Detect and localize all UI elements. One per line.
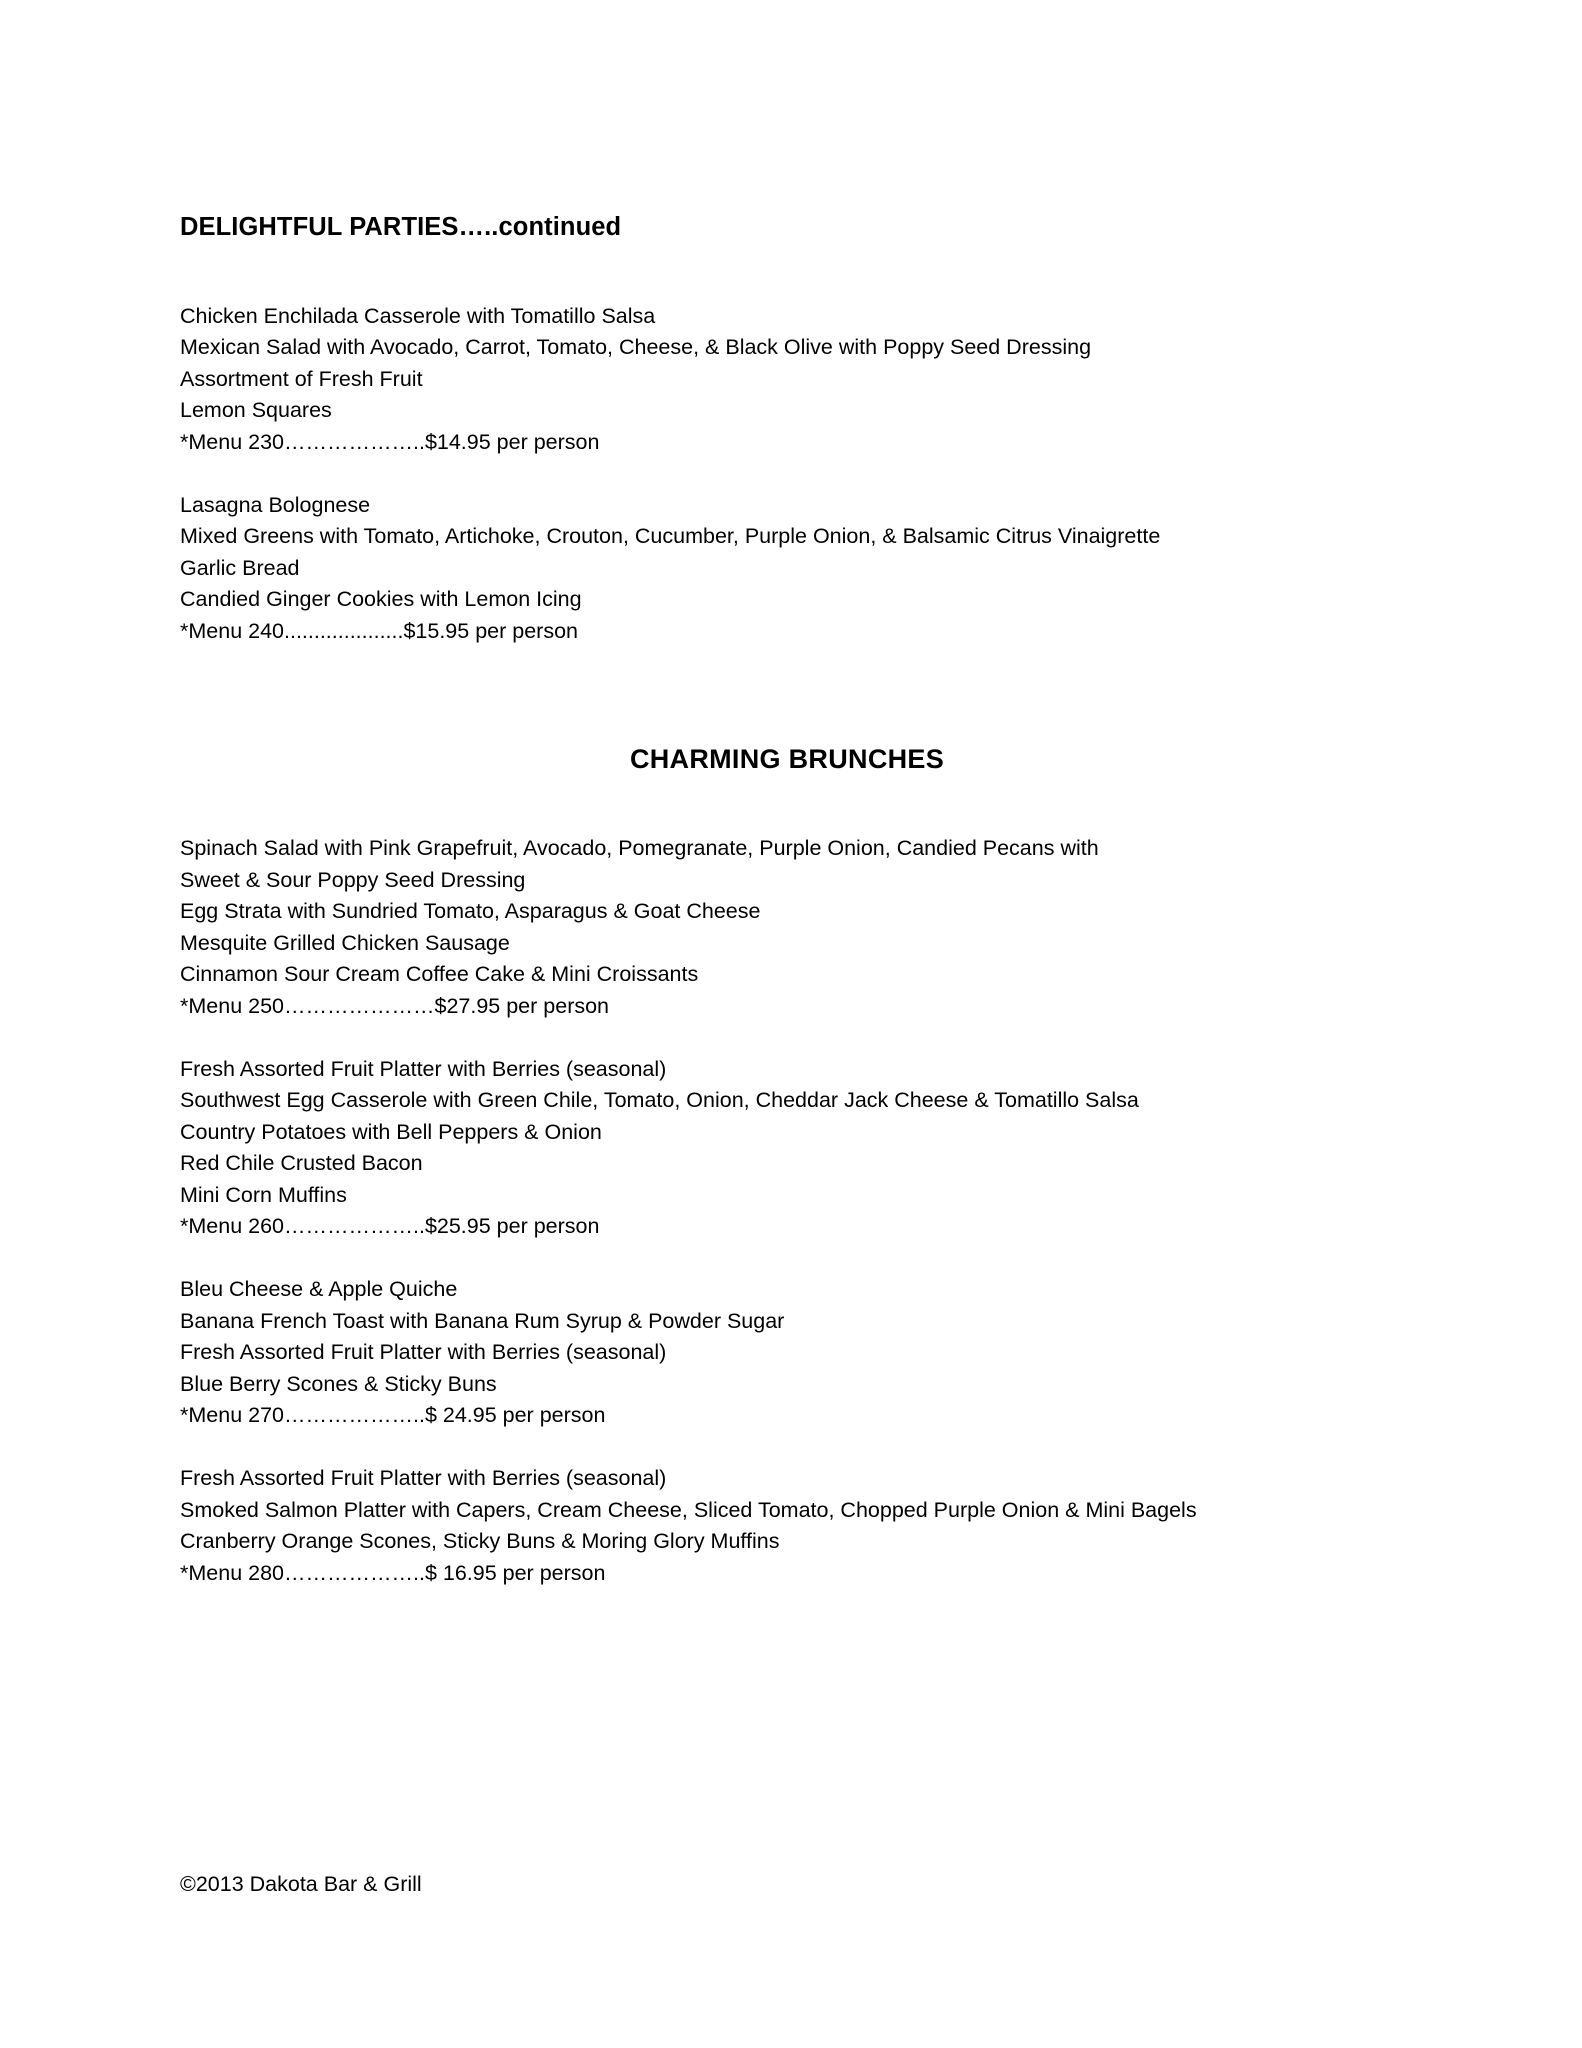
menu-price-line: *Menu 280………………..$ 16.95 per person	[180, 1560, 606, 1585]
menu-line: Lemon Squares	[180, 398, 332, 423]
block-spacer	[180, 1243, 1402, 1275]
menu-line: Fresh Assorted Fruit Platter with Berries (seasonal)	[180, 1340, 667, 1365]
menu-line: Candied Ginger Cookies with Lemon Icing	[180, 587, 582, 612]
menu-block-260	[180, 1054, 1402, 1243]
menu-block-270	[180, 1274, 1402, 1432]
menu-price-line: *Menu 270………………..$ 24.95 per person	[180, 1403, 606, 1428]
menu-line: Sweet & Sour Poppy Seed Dressing	[180, 867, 526, 892]
menu-line: Egg Strata with Sundried Tomato, Asparagus & Goat Cheese	[180, 899, 761, 924]
menu-price-line: *Menu 260………………..$25.95 per person	[180, 1214, 600, 1239]
menu-line: Fresh Assorted Fruit Platter with Berries (seasonal)	[180, 1466, 667, 1491]
menu-block-280	[180, 1463, 1402, 1589]
menu-block-250	[180, 833, 1402, 1022]
menu-line: Bleu Cheese & Apple Quiche	[180, 1277, 458, 1302]
block-spacer	[180, 1432, 1402, 1464]
menu-line: Red Chile Crusted Bacon	[180, 1151, 423, 1176]
menu-line: Southwest Egg Casserole with Green Chile, Tomato, Onion, Cheddar Jack Cheese & Tomatillo Salsa	[180, 1088, 1139, 1113]
charming-brunches-title-wrap	[172, 647, 1402, 775]
menu-line: Fresh Assorted Fruit Platter with Berries (seasonal)	[180, 1056, 667, 1081]
menu-line: Chicken Enchilada Casserole with Tomatillo Salsa	[180, 303, 656, 328]
menu-line: Country Potatoes with Bell Peppers & Onion	[180, 1119, 602, 1144]
menu-line: Blue Berry Scones & Sticky Buns	[180, 1371, 497, 1396]
menu-line: Banana French Toast with Banana Rum Syrup & Powder Sugar	[180, 1308, 785, 1333]
menu-line: Mini Corn Muffins	[180, 1182, 347, 1207]
menu-line: Mixed Greens with Tomato, Artichoke, Crouton, Cucumber, Purple Onion, & Balsamic Citrus Vinaigrette	[180, 524, 1161, 549]
menu-line: Lasagna Bolognese	[180, 492, 371, 517]
charming-brunches-section	[180, 833, 1402, 1589]
menu-line: Spinach Salad with Pink Grapefruit, Avocado, Pomegranate, Purple Onion, Candied Pecans with	[180, 836, 1099, 861]
block-spacer	[180, 1022, 1402, 1054]
menu-line: Assortment of Fresh Fruit	[180, 366, 423, 391]
menu-line: Smoked Salmon Platter with Capers, Cream Cheese, Sliced Tomato, Chopped Purple Onion & Mini Bagels	[180, 1497, 1197, 1522]
delightful-parties-section	[180, 301, 1402, 648]
menu-line: Cranberry Orange Scones, Sticky Buns & Moring Glory Muffins	[180, 1529, 780, 1554]
menu-line: Garlic Bread	[180, 555, 300, 580]
menu-line: Mesquite Grilled Chicken Sausage	[180, 930, 510, 955]
menu-line: Mexican Salad with Avocado, Carrot, Tomato, Cheese, & Black Olive with Poppy Seed Dressing	[180, 335, 1092, 360]
copyright-footer: ©2013 Dakota Bar & Grill	[180, 1872, 422, 1896]
menu-price-line: *Menu 230………………..$14.95 per person	[180, 429, 600, 454]
page-title: DELIGHTFUL PARTIES…..continued	[180, 213, 622, 241]
menu-price-line: *Menu 250…………………$27.95 per person	[180, 993, 610, 1018]
block-spacer	[180, 458, 1402, 490]
menu-block-230	[180, 301, 1402, 459]
menu-block-240	[180, 490, 1402, 648]
charming-brunches-title: CHARMING BRUNCHES	[629, 744, 945, 775]
menu-line: Cinnamon Sour Cream Coffee Cake & Mini Croissants	[180, 962, 699, 987]
menu-price-line: *Menu 240....................$15.95 per person	[180, 618, 578, 643]
